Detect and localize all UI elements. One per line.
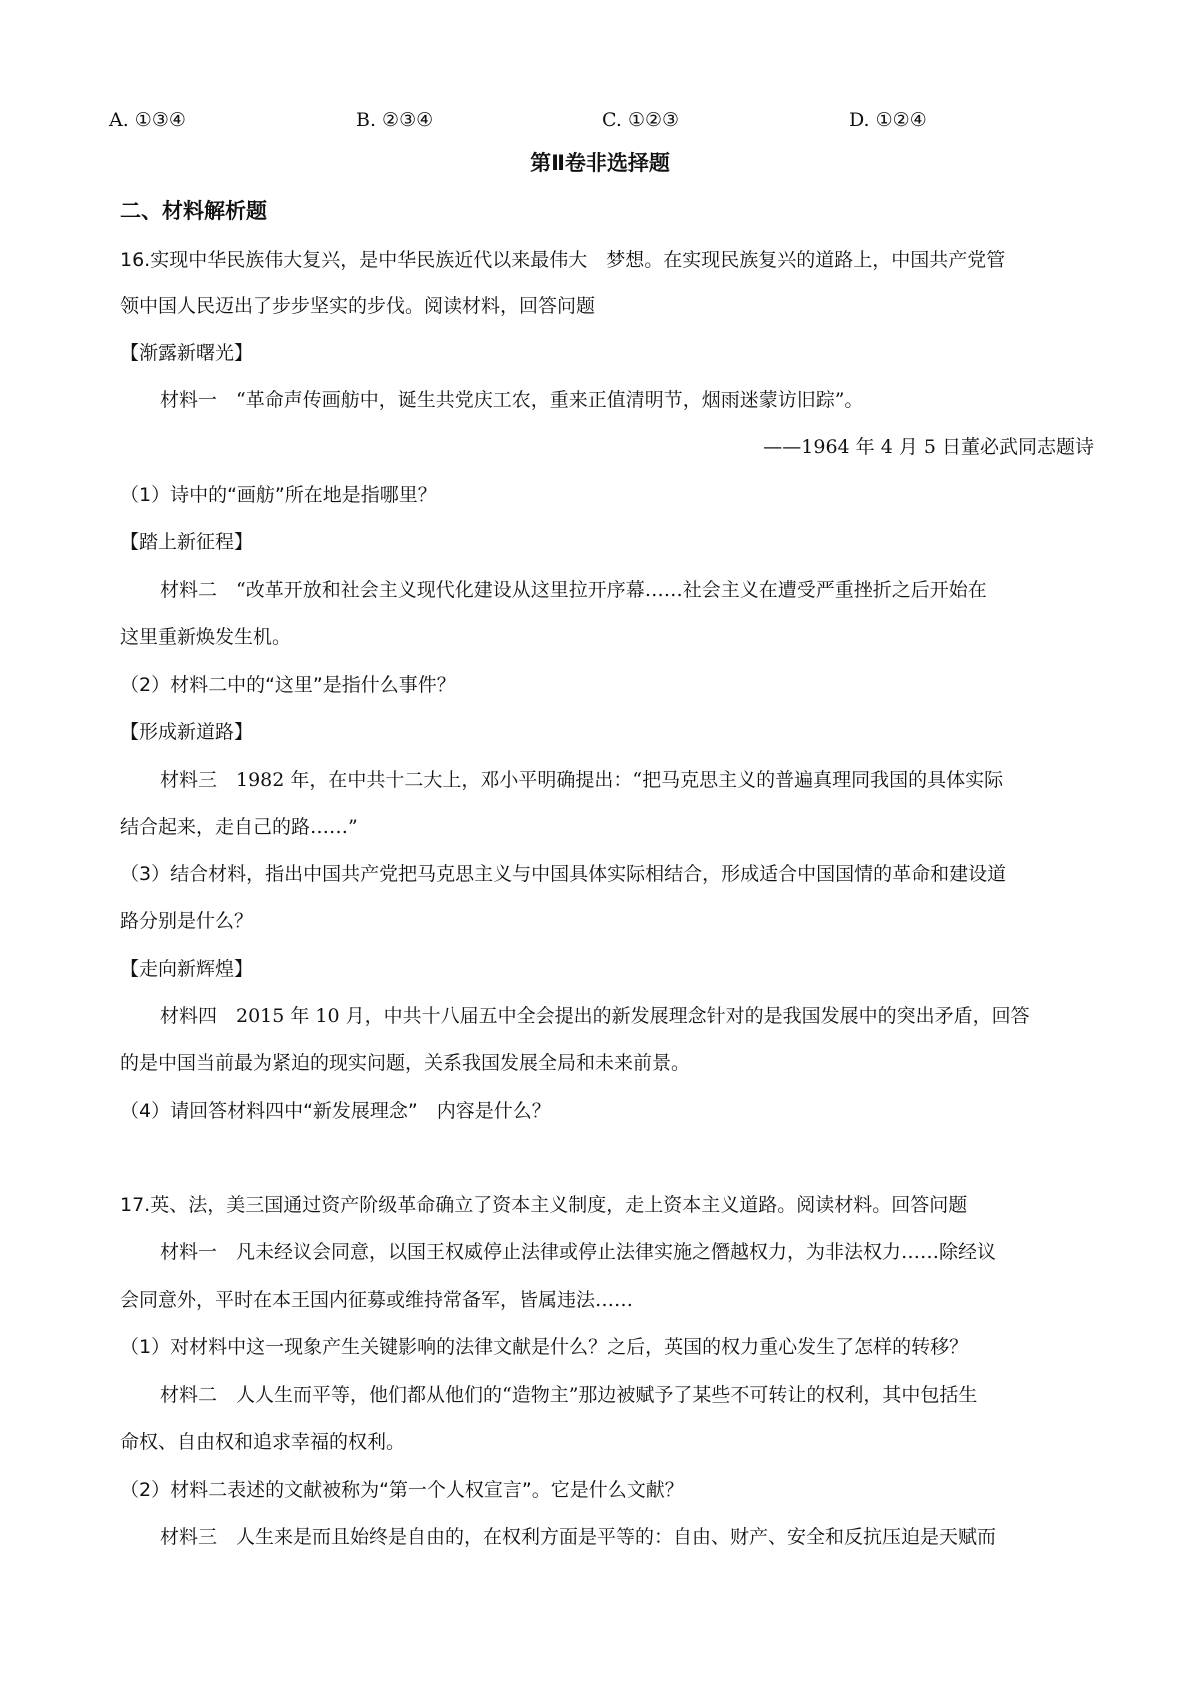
option-b: B. ②③④ [356, 109, 434, 131]
q16-heading-1: 【渐露新曙光】 [120, 342, 254, 364]
option-d: D. ①②④ [849, 109, 927, 131]
q16-question-4: （4）请回答材料四中“新发展理念” 内容是什么？ [120, 1100, 551, 1122]
q17-question-1: （1）对材料中这一现象产生关键影响的法律文献是什么？之后，英国的权力重心发生了怎样的转移？ [120, 1336, 969, 1358]
q16-question-3-line2: 路分别是什么？ [120, 910, 254, 932]
q17-question-2: （2）材料二表述的文献被称为“第一个人权宣言”。它是什么文献？ [120, 1479, 684, 1501]
option-a: A. ①③④ [109, 109, 186, 131]
q16-material-2-line1: 材料二 “改革开放和社会主义现代化建设从这里拉开序幕……社会主义在遭受严重挫折之后开始在 [160, 579, 987, 601]
q17-material-1-line1: 材料一 凡未经议会同意，以国王权威停止法律或停止法律实施之僭越权力，为非法权力……除经议 [160, 1241, 997, 1263]
option-c: C. ①②③ [602, 109, 680, 131]
part-title: 第Ⅱ卷非选择题 [530, 151, 670, 175]
q17-material-2-line2: 命权、自由权和追求幸福的权利。 [120, 1431, 406, 1453]
q16-stem-line1: 16.实现中华民族伟大复兴，是中华民族近代以来最伟大 梦想。在实现民族复兴的道路上，中国共产党管 [120, 249, 1006, 271]
q16-heading-2: 【踏上新征程】 [120, 531, 254, 553]
q16-material-4-line2: 的是中国当前最为紧迫的现实问题，关系我国发展全局和未来前景。 [120, 1052, 691, 1074]
q16-question-2: （2）材料二中的“这里”是指什么事件？ [120, 674, 456, 696]
q16-material-3-line2: 结合起来，走自己的路……” [120, 816, 358, 838]
q17-material-1-line2: 会同意外，平时在本王国内征募或维持常备军，皆属违法…… [120, 1289, 634, 1311]
q16-stem-line2: 领中国人民迈出了步步坚实的步伐。阅读材料，回答问题 [120, 295, 596, 317]
q16-heading-3: 【形成新道路】 [120, 721, 254, 743]
q16-material-1: 材料一 “革命声传画舫中，诞生共党庆工农，重来正值清明节，烟雨迷蒙访旧踪”。 [160, 389, 864, 411]
q17-stem: 17.英、法，美三国通过资产阶级革命确立了资本主义制度，走上资本主义道路。阅读材料。回答问题 [120, 1194, 968, 1216]
q16-material-2-line2: 这里重新焕发生机。 [120, 626, 292, 648]
q16-heading-4: 【走向新辉煌】 [120, 958, 254, 980]
q16-material-3-line1: 材料三 1982 年，在中共十二大上，邓小平明确提出：“把马克思主义的普遍真理同我国的具体实际 [160, 769, 1004, 791]
q16-material-4-line1: 材料四 2015 年 10 月，中共十八届五中全会提出的新发展理念针对的是我国发展中的突出矛盾，回答 [160, 1005, 1030, 1027]
q17-material-3-line1: 材料三 人生来是而且始终是自由的，在权利方面是平等的：自由、财产、安全和反抗压迫是天赋而 [160, 1526, 997, 1548]
section-heading: 二、材料解析题 [120, 199, 267, 223]
q17-material-2-line1: 材料二 人人生而平等，他们都从他们的“造物主”那边被赋予了某些不可转让的权利，其中包括生 [160, 1384, 978, 1406]
q16-question-1: （1）诗中的“画舫”所在地是指哪里？ [120, 484, 437, 506]
q16-material-1-source: ——1964 年 4 月 5 日董必武同志题诗 [763, 436, 1094, 458]
q16-question-3-line1: （3）结合材料，指出中国共产党把马克思主义与中国具体实际相结合，形成适合中国国情的革命和建设道 [120, 863, 1007, 885]
